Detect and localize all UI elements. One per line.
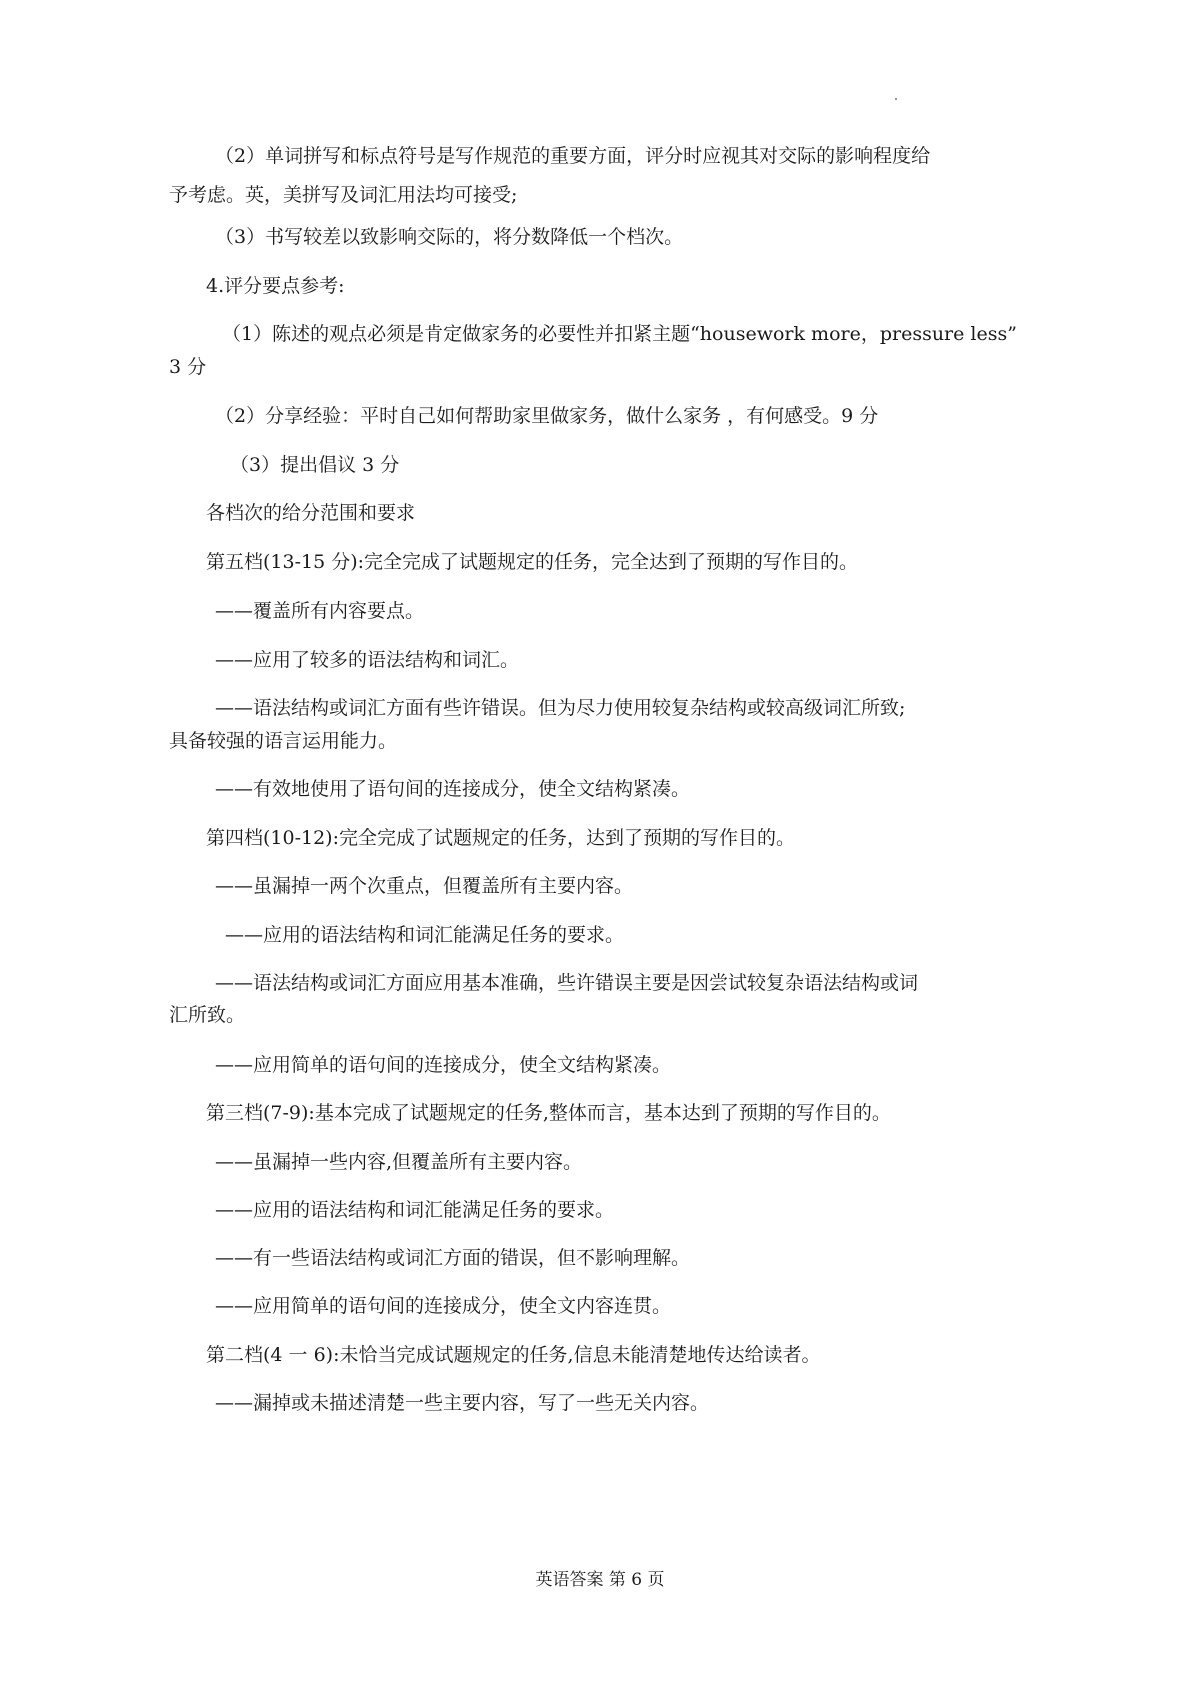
grade-five-item: ——应用了较多的语法结构和词汇。 — [215, 649, 520, 671]
paragraph-spelling-line2: 予考虑。英，美拼写及词汇用法均可接受; — [169, 184, 518, 206]
grade-four-heading: 第四档(10-12):完全完成了试题规定的任务，达到了预期的写作目的。 — [206, 827, 796, 849]
grade-four-item: ——应用的语法结构和词汇能满足任务的要求。 — [225, 924, 625, 946]
grade-two-item: ——漏掉或未描述清楚一些主要内容，写了一些无关内容。 — [215, 1392, 710, 1414]
grade-three-item: ——应用的语法结构和词汇能满足任务的要求。 — [215, 1199, 615, 1221]
section-heading-scoring-points: 4.评分要点参考: — [206, 275, 345, 297]
grade-four-item-line1: ——语法结构或词汇方面应用基本准确，些许错误主要是因尝试较复杂语法结构或词 — [215, 972, 919, 994]
section-heading-grade-ranges: 各档次的给分范围和要求 — [206, 502, 416, 524]
paragraph-proposal: （3）提出倡议 3 分 — [230, 454, 400, 476]
grade-three-item: ——应用简单的语句间的连接成分，使全文内容连贯。 — [215, 1295, 672, 1317]
grade-five-item: ——有效地使用了语句间的连接成分，使全文结构紧凑。 — [215, 778, 691, 800]
grade-four-item-line2: 汇所致。 — [169, 1004, 246, 1026]
grade-five-item-line1: ——语法结构或词汇方面有些许错误。但为尽力使用较复杂结构或较高级词汇所致; — [215, 697, 906, 719]
page-footer: 英语答案 第 6 页 — [535, 1570, 665, 1590]
grade-four-item: ——应用简单的语句间的连接成分，使全文结构紧凑。 — [215, 1054, 672, 1076]
paragraph-spelling-line1: （2）单词拼写和标点符号是写作规范的重要方面，评分时应视其对交际的影响程度给 — [215, 145, 931, 167]
grade-three-item: ——有一些语法结构或词汇方面的错误，但不影响理解。 — [215, 1247, 691, 1269]
scan-speck — [895, 98, 897, 100]
paragraph-handwriting: （3）书写较差以致影响交际的，将分数降低一个档次。 — [215, 226, 684, 248]
paragraph-share-experience: （2）分享经验：平时自己如何帮助家里做家务，做什么家务 ，有何感受。9 分 — [215, 405, 879, 427]
grade-three-item: ——虽漏掉一些内容,但覆盖所有主要内容。 — [215, 1151, 583, 1173]
paragraph-viewpoint-line1: （1）陈述的观点必须是肯定做家务的必要性并扣紧主题“housework more，pressure less” — [222, 323, 1017, 345]
grade-five-heading: 第五档(13-15 分):完全完成了试题规定的任务，完全达到了预期的写作目的。 — [206, 551, 859, 573]
paragraph-viewpoint-line2: 3 分 — [169, 356, 207, 378]
grade-four-item: ——虽漏掉一两个次重点，但覆盖所有主要内容。 — [215, 875, 634, 897]
grade-three-heading: 第三档(7-9):基本完成了试题规定的任务,整体而言，基本达到了预期的写作目的。 — [206, 1102, 891, 1124]
grade-five-item: ——覆盖所有内容要点。 — [215, 600, 425, 622]
grade-two-heading: 第二档(4 一 6):未恰当完成试题规定的任务,信息未能清楚地传达给读者。 — [206, 1344, 821, 1366]
grade-five-item-line2: 具备较强的语言运用能力。 — [169, 730, 398, 752]
